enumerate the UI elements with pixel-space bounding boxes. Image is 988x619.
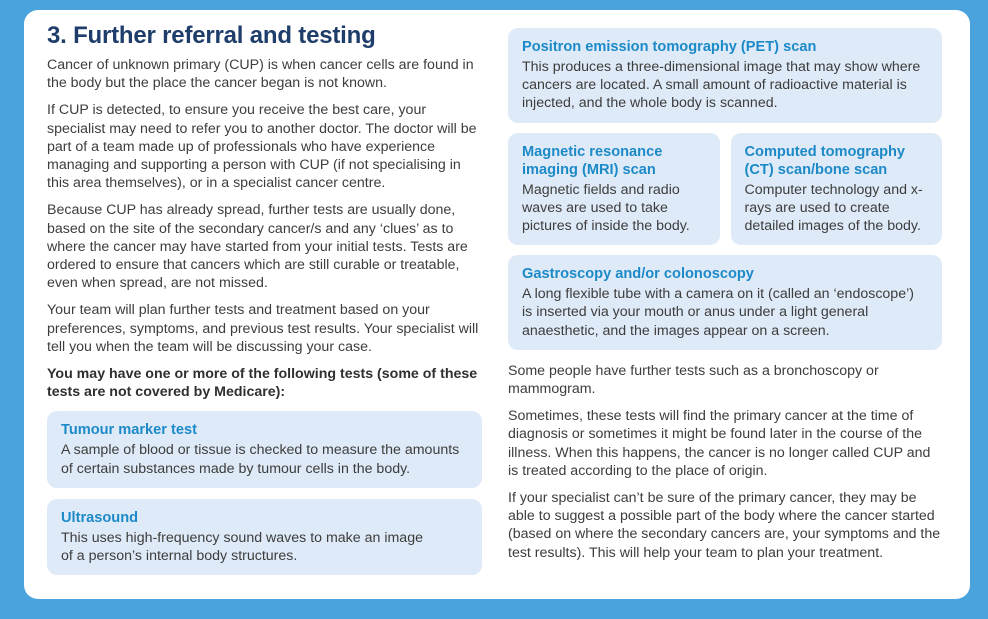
further-tests-note: Some people have further tests such as a bronchoscopy or mammogram. [508, 362, 879, 398]
pet-scan-title: Positron emission tomography (PET) scan [522, 39, 817, 55]
tumour-marker-title: Tumour marker test [61, 422, 197, 439]
ct-scan-box [731, 133, 943, 246]
gastroscopy-box [508, 255, 942, 350]
right-column [508, 28, 942, 571]
tests-intro: You may have one or more of the following tests (some of these tests are not covered by Medicare): [47, 366, 478, 401]
tumour-marker-box [47, 411, 482, 487]
pet-scan-text: This produces a three-dimensional image that may show where cancers are located. A small amount of radioactive material is injected, and the whole body is scanned. [522, 59, 921, 112]
gastroscopy-title: Gastroscopy and/or colonoscopy [522, 266, 754, 283]
ct-scan-title: Computed tomography (CT) scan/bone scan [744, 143, 906, 178]
document-page [24, 10, 970, 599]
pet-scan-box [508, 28, 942, 123]
ct-scan-text: Computer technology and x-rays are used to create detailed images of the body. [744, 181, 923, 235]
further-tests-paragraph: Because CUP has already spread, further tests are usually done, based on the site of the secondary cancer/s and any ‘clues’ as to where the cancer may have started from your initial tests. Tests are ordered to ensure that cancers which are still curable or treatable, even when spread, are not missed. [47, 202, 468, 292]
ultrasound-title: Ultrasound [61, 509, 139, 526]
mri-scan-title: Magnetic resonance imaging (MRI) scan [522, 143, 663, 178]
primary-found-paragraph: Sometimes, these tests will find the primary cancer at the time of diagnosis or sometimes it might be found later in the course of the illness. When this happens, the cancer is no longer called CUP and is treated according to the place of origin. [508, 408, 931, 479]
tumour-marker-text: A sample of blood or tissue is checked to measure the amounts of certain substances made by tumour cells in the body. [61, 442, 460, 477]
gastroscopy-text: A long flexible tube with a camera on it (called an ‘endoscope’) is inserted via your mouth or anus under a light general anaesthetic, and the images appear on a screen. [522, 286, 914, 339]
page-title: 3. Further referral and testing [47, 22, 376, 49]
scan-boxes-row [508, 133, 942, 246]
mri-scan-text: Magnetic fields and radio waves are used to take pictures of inside the body. [522, 181, 690, 235]
specialist-unsure-paragraph: If your specialist can’t be sure of the primary cancer, they may be able to suggest a possible part of the body where the cancer started (based on where the secondary cancers are, your symptoms and the test results). This will help your team to plan your treatment. [508, 490, 941, 561]
intro-paragraph: Cancer of unknown primary (CUP) is when cancer cells are found in the body but the place the cancer began is not known. [47, 57, 474, 92]
ultrasound-box [47, 499, 482, 575]
mri-scan-box [508, 133, 720, 246]
left-column [47, 22, 482, 575]
team-plan-paragraph: Your team will plan further tests and treatment based on your preferences, symptoms, and previous test results. Your specialist will tell you when the team will be discussing your case. [47, 302, 479, 355]
referral-paragraph: If CUP is detected, to ensure you receive the best care, your specialist may need to refer you to another doctor. The doctor will be part of a team made up of professionals who have experience managing and supporting a person with CUP (if not specialising in this area themselves), or in a specialist cancer centre. [47, 102, 477, 192]
ultrasound-text: This uses high-frequency sound waves to make an image of a person’s internal body structures. [61, 529, 423, 565]
